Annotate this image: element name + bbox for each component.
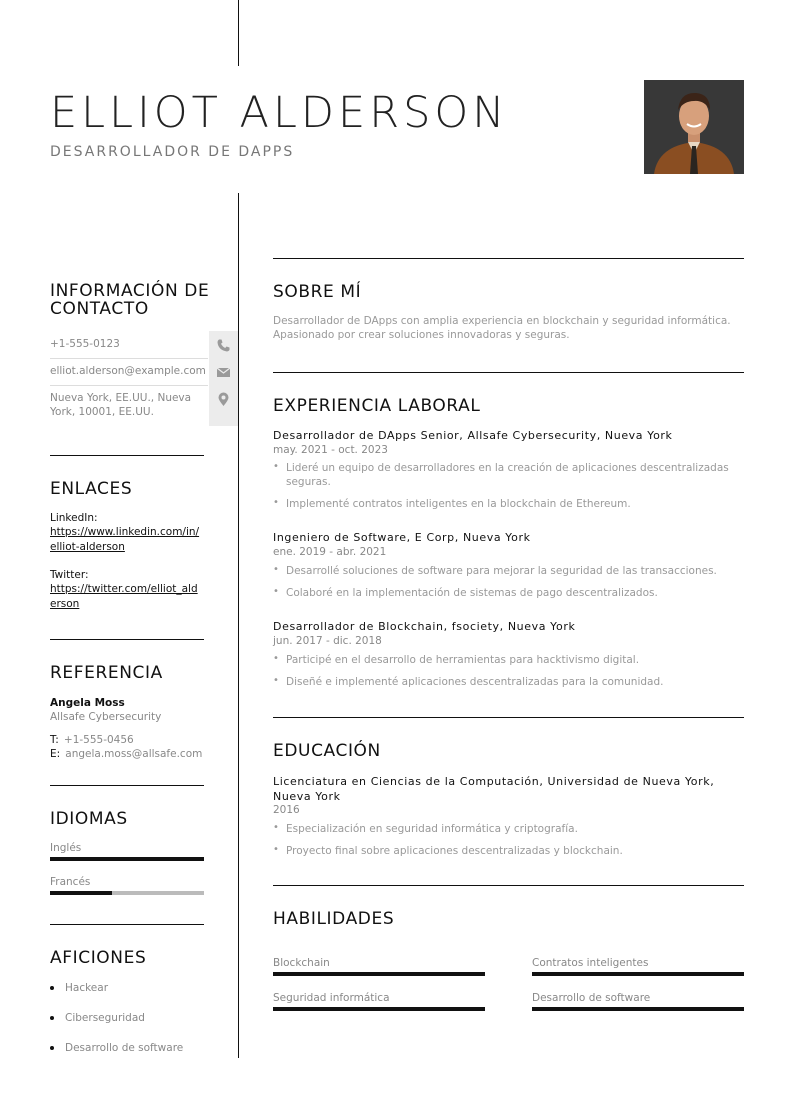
twitter-link[interactable]: https://twitter.com/elliot_alderson (50, 583, 198, 610)
language-level-bar (50, 891, 112, 895)
language-name: Inglés (50, 842, 82, 854)
bullet-icon: • (273, 564, 279, 575)
languages-heading: IDIOMAS (50, 809, 128, 829)
envelope-icon (216, 365, 231, 380)
education-bullet: Proyecto final sobre aplicaciones descentralizadas y blockchain. (286, 845, 623, 857)
language-name: Francés (50, 876, 91, 888)
reference-email[interactable]: angela.moss@allsafe.com (65, 748, 203, 760)
section-divider (273, 717, 744, 718)
skill-name: Seguridad informática (273, 992, 390, 1004)
links-heading: ENLACES (50, 479, 133, 499)
job-title: Desarrollador de Blockchain, fsociety, Nueva York (273, 620, 576, 633)
bullet-icon: • (273, 586, 279, 597)
skill-level-bar (273, 972, 485, 976)
hobby-item: Ciberseguridad (65, 1012, 145, 1024)
contact-phone: +1-555-0123 (50, 338, 120, 350)
bullet-icon: • (273, 497, 279, 508)
reference-name: Angela Moss (50, 697, 125, 709)
skill-name: Contratos inteligentes (532, 957, 649, 969)
phone-icon (216, 338, 231, 353)
divider (50, 385, 208, 386)
education-heading: EDUCACIÓN (273, 741, 381, 761)
sidebar-vertical-rule (238, 193, 239, 1058)
resume-title: DESARROLLADOR DE DAPPS (50, 144, 295, 160)
resume-name: ELLIOT ALDERSON (50, 88, 509, 138)
bullet-icon: • (273, 461, 279, 472)
education-degree: Licenciatura en Ciencias de la Computación, Universidad de Nueva York, Nueva York (273, 775, 715, 803)
linkedin-label: LinkedIn: (50, 512, 98, 524)
job-bullet: Participé en el desarrollo de herramientas para hacktivismo digital. (286, 654, 640, 666)
hobby-item: Desarrollo de software (65, 1042, 184, 1054)
reference-phone: +1-555-0456 (63, 734, 134, 746)
top-vertical-rule (238, 0, 239, 66)
bullet-icon (50, 986, 54, 990)
contact-address: Nueva York, EE.UU., Nueva York, 10001, EE.UU. (50, 392, 192, 418)
hobbies-heading: AFICIONES (50, 948, 147, 968)
section-divider (273, 885, 744, 886)
reference-email-label: E: (50, 748, 61, 760)
profile-photo (644, 80, 744, 174)
bullet-icon (50, 1046, 54, 1050)
skill-level-bar (273, 1007, 485, 1011)
section-divider (50, 924, 204, 925)
job-dates: may. 2021 - oct. 2023 (273, 444, 388, 456)
job-dates: jun. 2017 - dic. 2018 (273, 635, 382, 647)
contact-icon-column (209, 331, 238, 426)
experience-heading: EXPERIENCIA LABORAL (273, 396, 481, 416)
job-bullet: Lideré un equipo de desarrolladores en la creación de aplicaciones descentralizadas seguras. (286, 462, 729, 488)
section-divider (273, 372, 744, 373)
section-divider (50, 785, 204, 786)
contact-heading: INFORMACIÓN DE CONTACTO (50, 281, 210, 319)
education-year: 2016 (273, 804, 300, 816)
job-dates: ene. 2019 - abr. 2021 (273, 546, 387, 558)
section-divider (50, 455, 204, 456)
skill-name: Desarrollo de software (532, 992, 651, 1004)
about-heading: SOBRE MÍ (273, 282, 362, 302)
skill-name: Blockchain (273, 957, 330, 969)
section-divider (50, 639, 204, 640)
about-text: Desarrollador de DApps con amplia experiencia en blockchain y seguridad informática. Apasionado por crear soluciones innovadoras y seguras. (273, 315, 731, 341)
section-divider (273, 258, 744, 259)
bullet-icon: • (273, 822, 279, 833)
job-bullet: Colaboré en la implementación de sistemas de pago descentralizados. (286, 587, 658, 599)
bullet-icon: • (273, 844, 279, 855)
linkedin-link[interactable]: https://www.linkedin.com/in/elliot-alderson (50, 526, 200, 553)
reference-email-row (50, 742, 202, 761)
education-bullet: Especialización en seguridad informática y criptografía. (286, 823, 578, 835)
language-level-bar (50, 857, 204, 861)
job-title: Desarrollador de DApps Senior, Allsafe Cybersecurity, Nueva York (273, 429, 673, 442)
skill-level-bar (532, 972, 744, 976)
job-bullet: Desarrollé soluciones de software para mejorar la seguridad de las transacciones. (286, 565, 717, 577)
reference-heading: REFERENCIA (50, 663, 163, 683)
job-bullet: Diseñé e implementé aplicaciones descentralizadas para la comunidad. (286, 676, 664, 688)
contact-email[interactable]: elliot.alderson@example.com (50, 365, 206, 377)
map-pin-icon (216, 392, 231, 407)
skill-level-bar (532, 1007, 744, 1011)
reference-company: Allsafe Cybersecurity (50, 711, 162, 723)
twitter-label: Twitter: (50, 569, 89, 581)
hobby-item: Hackear (65, 982, 109, 994)
bullet-icon: • (273, 675, 279, 686)
skills-heading: HABILIDADES (273, 909, 395, 929)
divider (50, 358, 208, 359)
job-bullet: Implementé contratos inteligentes en la blockchain de Ethereum. (286, 498, 631, 510)
reference-phone-label: T: (50, 734, 59, 746)
bullet-icon (50, 1016, 54, 1020)
job-title: Ingeniero de Software, E Corp, Nueva York (273, 531, 531, 544)
bullet-icon: • (273, 653, 279, 664)
